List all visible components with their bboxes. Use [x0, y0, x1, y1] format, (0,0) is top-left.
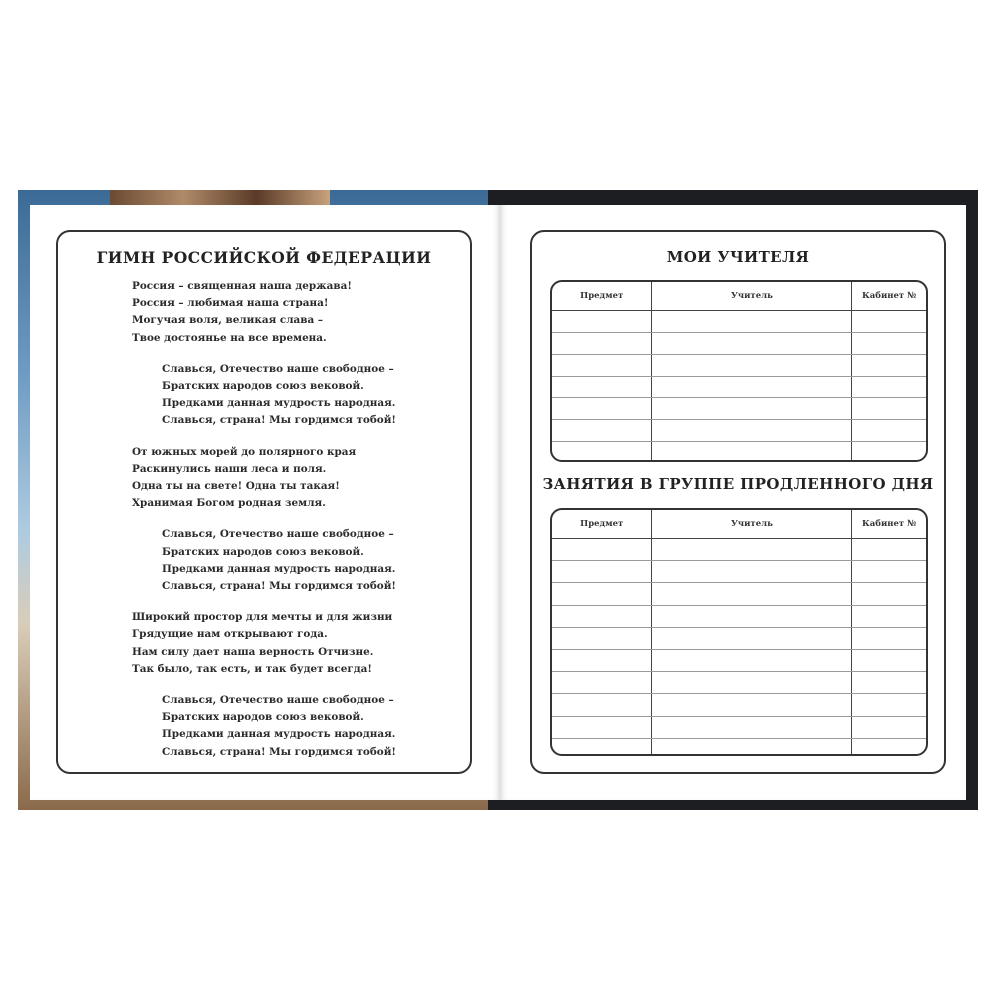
teacher-cell[interactable]	[652, 355, 852, 376]
subject-cell[interactable]	[552, 442, 652, 462]
anthem-line: Хранимая Богом родная земля.	[132, 497, 326, 510]
room-cell[interactable]	[852, 606, 926, 627]
subject-cell[interactable]	[552, 398, 652, 419]
anthem-line: Славься, Отечество наше свободное –	[162, 694, 394, 707]
anthem-verse	[58, 444, 470, 513]
column-header-teacher: Учитель	[652, 510, 852, 538]
room-cell[interactable]	[852, 672, 926, 693]
anthem-title: ГИМН РОССИЙСКОЙ ФЕДЕРАЦИИ	[96, 248, 432, 267]
teacher-cell[interactable]	[652, 442, 852, 462]
anthem-line: Россия – священная наша держава!	[132, 280, 352, 292]
table-row[interactable]	[552, 650, 926, 672]
subject-cell[interactable]	[552, 561, 652, 582]
afterschool-title: ЗАНЯТИЯ В ГРУППЕ ПРОДЛЕННОГО ДНЯ	[542, 475, 934, 493]
anthem-line: Одна ты на свете! Одна ты такая!	[132, 480, 340, 493]
subject-cell[interactable]	[552, 739, 652, 756]
anthem-verse	[58, 609, 470, 678]
table-row[interactable]	[552, 333, 926, 355]
room-cell[interactable]	[852, 583, 926, 604]
anthem-line: Славься, Отечество наше свободное –	[162, 362, 394, 375]
column-header-subject: Предмет	[552, 510, 652, 538]
column-header-teacher: Учитель	[652, 282, 852, 310]
table-row[interactable]	[552, 539, 926, 561]
subject-cell[interactable]	[552, 355, 652, 376]
anthem-chorus	[58, 526, 470, 595]
teacher-cell[interactable]	[652, 717, 852, 738]
subject-cell[interactable]	[552, 377, 652, 398]
anthem-line: Раскинулись наши леса и поля.	[132, 462, 327, 475]
column-header-room: Кабинет №	[862, 291, 917, 301]
room-cell[interactable]	[852, 694, 926, 715]
anthem-line: Предками данная мудрость народная.	[162, 397, 396, 410]
table-row[interactable]	[552, 606, 926, 628]
anthem-line: Братских народов союз вековой.	[162, 711, 364, 724]
table-row[interactable]	[552, 561, 926, 583]
anthem-line: Братских народов союз вековой.	[162, 380, 364, 393]
teacher-cell[interactable]	[652, 333, 852, 354]
room-cell[interactable]	[852, 311, 926, 332]
teacher-cell[interactable]	[652, 694, 852, 715]
subject-cell[interactable]	[552, 420, 652, 441]
room-cell[interactable]	[852, 739, 926, 756]
room-cell[interactable]	[852, 398, 926, 419]
subject-cell[interactable]	[552, 650, 652, 671]
subject-cell[interactable]	[552, 606, 652, 627]
anthem-line: Братских народов союз вековой.	[162, 545, 364, 558]
anthem-line: От южных морей до полярного края	[132, 445, 357, 458]
teachers-table	[550, 280, 928, 462]
teachers-table-header	[552, 282, 926, 311]
room-cell[interactable]	[852, 333, 926, 354]
table-row[interactable]	[552, 311, 926, 333]
teacher-cell[interactable]	[652, 628, 852, 649]
anthem-line: Предками данная мудрость народная.	[162, 728, 396, 741]
anthem-line: Славься, Отечество наше свободное –	[162, 528, 394, 541]
table-row[interactable]	[552, 739, 926, 756]
subject-cell[interactable]	[552, 628, 652, 649]
subject-cell[interactable]	[552, 311, 652, 332]
right-page	[500, 205, 966, 800]
room-cell[interactable]	[852, 539, 926, 560]
teacher-cell[interactable]	[652, 377, 852, 398]
anthem-chorus	[58, 692, 470, 761]
anthem-chorus	[58, 361, 470, 430]
anthem-line: Предками данная мудрость народная.	[162, 562, 396, 575]
teacher-cell[interactable]	[652, 672, 852, 693]
teachers-title: МОИ УЧИТЕЛЯ	[666, 248, 810, 266]
column-header-room: Кабинет №	[862, 519, 917, 529]
anthem-line: Нам силу дает наша верность Отчизне.	[132, 645, 374, 658]
left-page	[30, 205, 500, 800]
anthem-text	[58, 278, 470, 775]
column-header-subject: Предмет	[552, 282, 652, 310]
teacher-cell[interactable]	[652, 420, 852, 441]
anthem-line: Твое достоянье на все времена.	[132, 331, 327, 344]
teacher-cell[interactable]	[652, 398, 852, 419]
anthem-verse	[58, 278, 470, 347]
teacher-cell[interactable]	[652, 583, 852, 604]
table-row[interactable]	[552, 628, 926, 650]
teacher-cell[interactable]	[652, 561, 852, 582]
subject-cell[interactable]	[552, 583, 652, 604]
room-cell[interactable]	[852, 717, 926, 738]
subject-cell[interactable]	[552, 694, 652, 715]
table-row[interactable]	[552, 420, 926, 442]
table-row[interactable]	[552, 583, 926, 605]
teacher-cell[interactable]	[652, 539, 852, 560]
table-row[interactable]	[552, 717, 926, 739]
anthem-line: Так было, так есть, и так будет всегда!	[132, 662, 372, 675]
table-row[interactable]	[552, 442, 926, 462]
room-cell[interactable]	[852, 561, 926, 582]
table-row[interactable]	[552, 694, 926, 716]
afterschool-table-header	[552, 510, 926, 539]
anthem-frame	[56, 230, 472, 774]
subject-cell[interactable]	[552, 539, 652, 560]
teacher-cell[interactable]	[652, 739, 852, 756]
room-cell[interactable]	[852, 377, 926, 398]
anthem-line: Славься, страна! Мы гордимся тобой!	[162, 414, 396, 427]
subject-cell[interactable]	[552, 672, 652, 693]
room-cell[interactable]	[852, 420, 926, 441]
teacher-cell[interactable]	[652, 650, 852, 671]
room-cell[interactable]	[852, 355, 926, 376]
table-row[interactable]	[552, 355, 926, 377]
anthem-line: Могучая воля, великая слава –	[132, 314, 324, 327]
subject-cell[interactable]	[552, 717, 652, 738]
anthem-line: Славься, страна! Мы гордимся тобой!	[162, 580, 396, 593]
tables-frame	[530, 230, 946, 774]
afterschool-table	[550, 508, 928, 756]
anthem-line: Широкий простор для мечты и для жизни	[132, 611, 393, 624]
room-cell[interactable]	[852, 628, 926, 649]
anthem-line: Грядущие нам открывают года.	[132, 628, 328, 641]
subject-cell[interactable]	[552, 333, 652, 354]
table-row[interactable]	[552, 377, 926, 399]
table-row[interactable]	[552, 672, 926, 694]
room-cell[interactable]	[852, 650, 926, 671]
teacher-cell[interactable]	[652, 606, 852, 627]
room-cell[interactable]	[852, 442, 926, 462]
teacher-cell[interactable]	[652, 311, 852, 332]
anthem-line: Славься, страна! Мы гордимся тобой!	[162, 745, 396, 758]
anthem-line: Россия – любимая наша страна!	[132, 297, 329, 310]
table-row[interactable]	[552, 398, 926, 420]
